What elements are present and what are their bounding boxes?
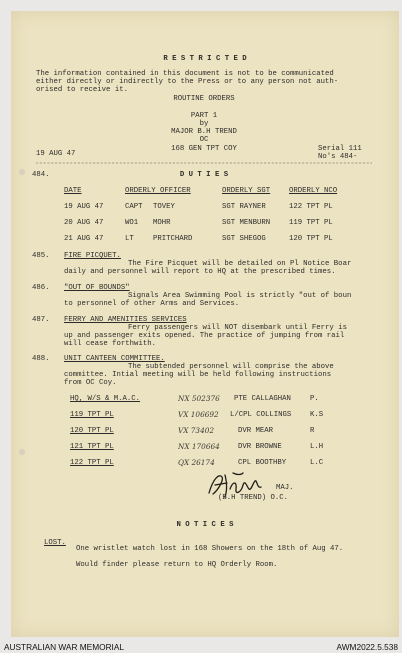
notice-text: Would finder please return to HQ Orderly Room. (76, 561, 278, 569)
serial-number: Serial 111 (318, 145, 362, 153)
by-label: by (199, 120, 209, 128)
committee-unit: HQ, W/S & M.A.C. (70, 395, 141, 403)
restricted-heading: R E S T R I C T E D (163, 55, 247, 63)
notice-line-2: either directly or indirectly to the Press or to any person not auth- (36, 78, 339, 86)
duty-row-nco: 120 TPT PL (289, 235, 333, 243)
duty-row-officer: TOVEY (153, 203, 175, 211)
committee-number: VX 73402 (178, 426, 214, 435)
column-date: DATE (64, 187, 82, 195)
committee-initials: L.H (310, 443, 324, 451)
signatory-rank: MAJ. (276, 484, 294, 492)
column-orderly-nco: ORDERLY NCO (289, 187, 338, 195)
committee-number: VX 106692 (178, 410, 219, 419)
order-text: will cease forthwith. (64, 340, 156, 348)
order-title: FERRY AND AMENITIES SERVICES (64, 316, 187, 324)
order-numbers: No's 484- (318, 153, 358, 161)
duty-row-rank: CAPT (125, 203, 143, 211)
committee-unit: 121 TPT PL (70, 443, 114, 451)
committee-name: L/CPL COLLINGS (230, 411, 292, 419)
column-orderly-officer: ORDERLY OFFICER (125, 187, 191, 195)
order-text: daily and personnel will report to HQ at the prescribed times. (64, 268, 336, 276)
issuer-name: MAJOR B.H TREND (171, 128, 237, 136)
committee-name: CPL BOOTHBY (238, 459, 287, 467)
order-text: Ferry passengers will NOT disembark until Ferry is (128, 324, 347, 332)
duty-row-nco: 122 TPT PL (289, 203, 333, 211)
order-text: from OC Coy. (64, 379, 117, 387)
duties-heading: D U T I E S (179, 171, 229, 179)
order-number: 488. (32, 355, 50, 363)
committee-unit: 119 TPT PL (70, 411, 114, 419)
duty-row-officer: PRITCHARD (153, 235, 193, 243)
committee-initials: R (310, 427, 315, 435)
notice-line-3: orised to receive it. (36, 86, 128, 94)
order-text: committee. Intial meeting will be held following instructions (64, 371, 332, 379)
notices-heading: N O T I C E S (176, 521, 234, 529)
lost-label: LOST. (44, 539, 66, 547)
order-title: FIRE PICQUET. (64, 252, 121, 260)
routine-orders-heading: ROUTINE ORDERS (173, 95, 235, 103)
archive-reference: AWM2022.5.538 (336, 642, 398, 652)
duty-row-sgt: SGT MENBURN (222, 219, 271, 227)
issuer-role: OC (199, 136, 209, 144)
duty-row-date: 19 AUG 47 (64, 203, 104, 211)
committee-initials: K.S (310, 411, 324, 419)
committee-initials: P. (310, 395, 319, 403)
committee-name: DVR BROWNE (238, 443, 282, 451)
duty-row-rank: WO1 (125, 219, 139, 227)
duty-row-date: 21 AUG 47 (64, 235, 104, 243)
column-orderly-sgt: ORDERLY SGT (222, 187, 271, 195)
order-number: 485. (32, 252, 50, 260)
order-text: up and passenger exits opened. The practice of jumping from rail (64, 332, 345, 340)
order-text: The subtended personnel will comprise the above (128, 363, 334, 371)
committee-number: NX 170664 (178, 442, 220, 451)
order-date: 19 AUG 47 (36, 150, 76, 158)
order-text: Signals Area Swimming Pool is strictly "out of boun (128, 292, 352, 300)
duty-row-rank: LT (125, 235, 134, 243)
notice-line-1: The information contained in this document is not to be communicated (36, 70, 334, 78)
duty-row-sgt: SGT RAYNER (222, 203, 266, 211)
order-text: The Fire Picquet will be detailed on Pl Notice Boar (128, 260, 352, 268)
signatory-name: (B.H TREND) O.C. (218, 494, 289, 502)
order-number: 487. (32, 316, 50, 324)
order-title: UNIT CANTEEN COMMITTEE. (64, 355, 165, 363)
order-title: "OUT OF BOUNDS" (64, 284, 130, 292)
duties-number: 484. (32, 171, 50, 179)
part-label: PART 1 (190, 112, 218, 120)
archive-credit: AUSTRALIAN WAR MEMORIAL (4, 642, 125, 652)
committee-name: DVR MEAR (238, 427, 274, 435)
notice-text: One wristlet watch lost in 168 Showers on the 18th of Aug 47. (76, 545, 344, 553)
unit-name: 168 GEN TPT COY (171, 145, 237, 153)
order-text: to personnel of other Arms and Services. (64, 300, 240, 308)
duty-row-date: 20 AUG 47 (64, 219, 104, 227)
duty-row-officer: MOHR (153, 219, 171, 227)
committee-name: PTE CALLAGHAN (234, 395, 291, 403)
duty-row-nco: 119 TPT PL (289, 219, 333, 227)
order-number: 486. (32, 284, 50, 292)
committee-initials: L.C (310, 459, 324, 467)
committee-number: NX 502376 (178, 394, 220, 403)
committee-unit: 120 TPT PL (70, 427, 114, 435)
committee-unit: 122 TPT PL (70, 459, 114, 467)
committee-number: QX 26174 (178, 458, 215, 467)
duty-row-sgt: SGT SHEGOG (222, 235, 266, 243)
